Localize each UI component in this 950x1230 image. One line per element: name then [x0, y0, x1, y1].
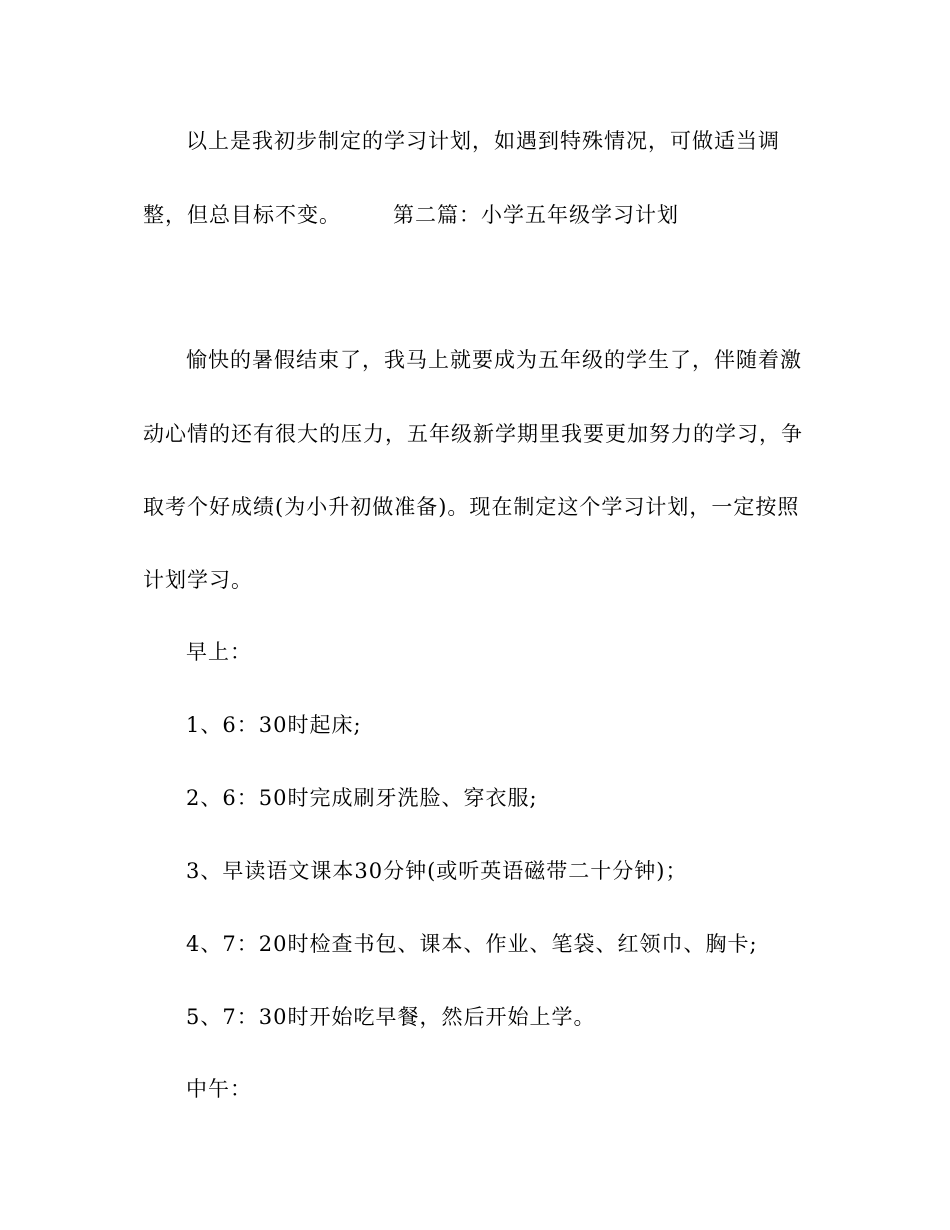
paragraph-text: 整，但总目标不变。	[143, 203, 341, 227]
paragraph-line: 取考个好成绩(为小升初做准备)。现在制定这个学习计划，一定按照	[143, 495, 800, 519]
paragraph-line: 计划学习。	[143, 568, 253, 592]
paragraph-line	[143, 202, 679, 228]
list-item: 5、7：30时开始吃早餐，然后开始上学。	[186, 1005, 596, 1029]
morning-heading: 早上：	[186, 640, 252, 664]
section-title: 第二篇：小学五年级学习计划	[393, 203, 679, 227]
noon-heading: 中午：	[186, 1077, 252, 1101]
list-item: 1、6：30时起床;	[186, 713, 362, 737]
list-item: 3、早读语文课本30分钟(或听英语磁带二十分钟)；	[186, 859, 688, 883]
list-item: 2、6：50时完成刷牙洗脸、穿衣服;	[186, 786, 538, 810]
paragraph-line: 以上是我初步制定的学习计划，如遇到特殊情况，可做适当调	[186, 129, 780, 153]
paragraph-line: 愉快的暑假结束了，我马上就要成为五年级的学生了，伴随着激	[186, 348, 802, 372]
list-item: 4、7：20时检查书包、课本、作业、笔袋、红领巾、胸卡;	[186, 932, 758, 956]
paragraph-line: 动心情的还有很大的压力，五年级新学期里我要更加努力的学习，争	[143, 422, 803, 446]
